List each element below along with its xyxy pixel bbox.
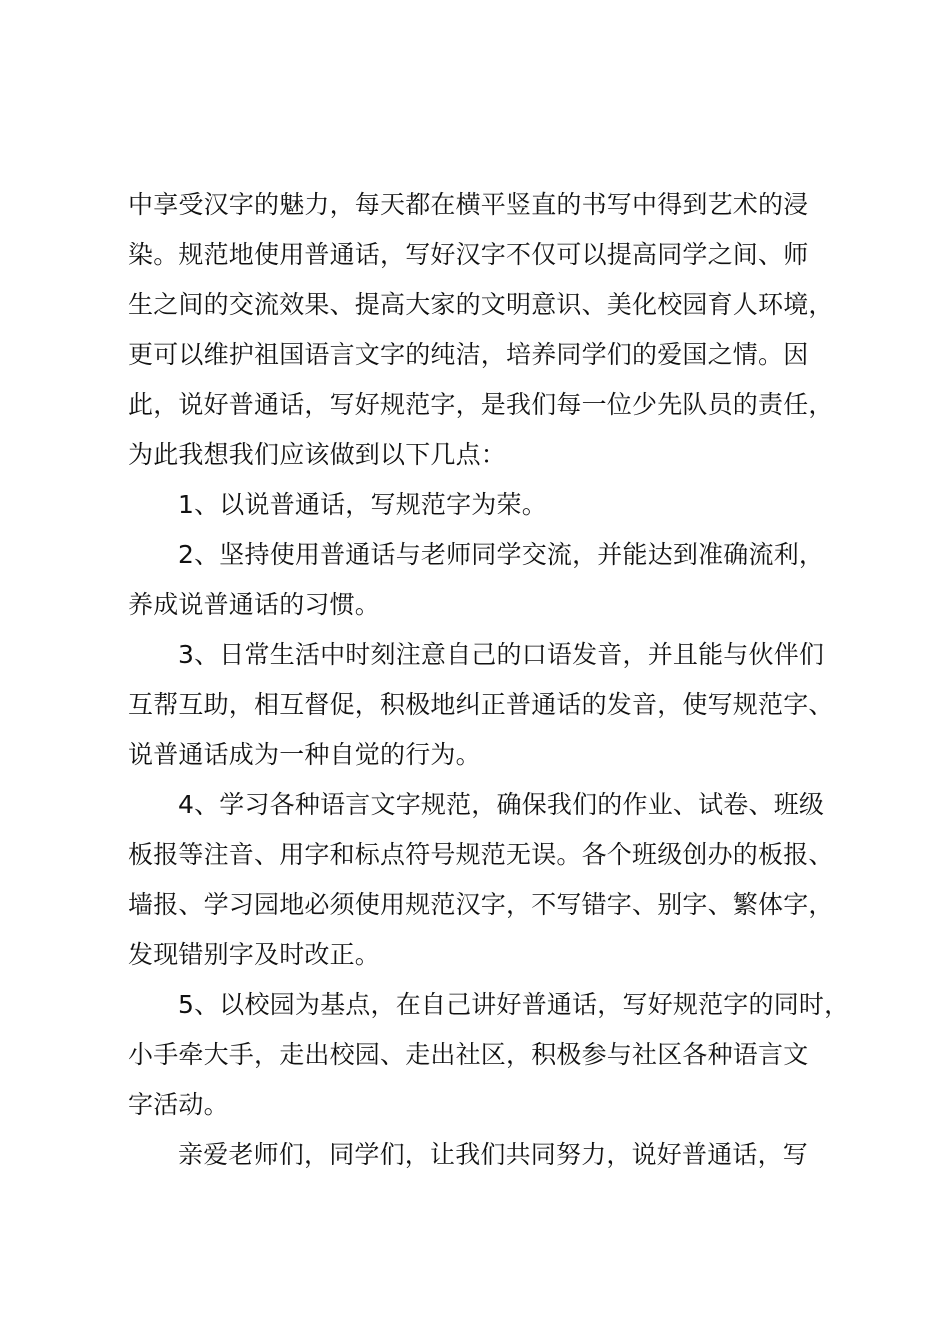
list-item-5: 5、以校园为基点，在自己讲好普通话，写好规范字的同时， [178, 990, 850, 1019]
text-line: 中享受汉字的魅力，每天都在横平竖直的书写中得到艺术的浸 [128, 190, 809, 219]
text-line: 字活动。 [128, 1090, 229, 1119]
text-line: 染。规范地使用普通话，写好汉字不仅可以提高同学之间、师 [128, 240, 809, 269]
closing-paragraph: 亲爱老师们，同学们，让我们共同努力，说好普通话，写 [178, 1140, 809, 1169]
text-line: 发现错别字及时改正。 [128, 940, 381, 969]
text-line: 养成说普通话的习惯。 [128, 590, 381, 619]
text-line: 墙报、学习园地必须使用规范汉字，不写错字、别字、繁体字， [128, 890, 834, 919]
text-line: 说普通话成为一种自觉的行为。 [128, 740, 481, 769]
list-item-3: 3、日常生活中时刻注意自己的口语发音，并且能与伙伴们 [178, 640, 825, 669]
text-line: 此，说好普通话，写好规范字，是我们每一位少先队员的责任， [128, 390, 834, 419]
list-item-2: 2、坚持使用普通话与老师同学交流，并能达到准确流利， [178, 540, 825, 569]
text-line: 小手牵大手，走出校园、走出社区，积极参与社区各种语言文 [128, 1040, 809, 1069]
text-line: 生之间的交流效果、提高大家的文明意识、美化校园育人环境， [128, 290, 834, 319]
text-line: 互帮互助，相互督促，积极地纠正普通话的发音，使写规范字、 [128, 690, 834, 719]
list-item-1: 1、以说普通话，写规范字为荣。 [178, 490, 547, 519]
text-line: 板报等注音、用字和标点符号规范无误。各个班级创办的板报、 [128, 840, 834, 869]
list-item-4: 4、学习各种语言文字规范，确保我们的作业、试卷、班级 [178, 790, 825, 819]
text-line: 为此我想我们应该做到以下几点： [128, 440, 507, 469]
text-line: 更可以维护祖国语言文字的纯洁，培养同学们的爱国之情。因 [128, 340, 809, 369]
